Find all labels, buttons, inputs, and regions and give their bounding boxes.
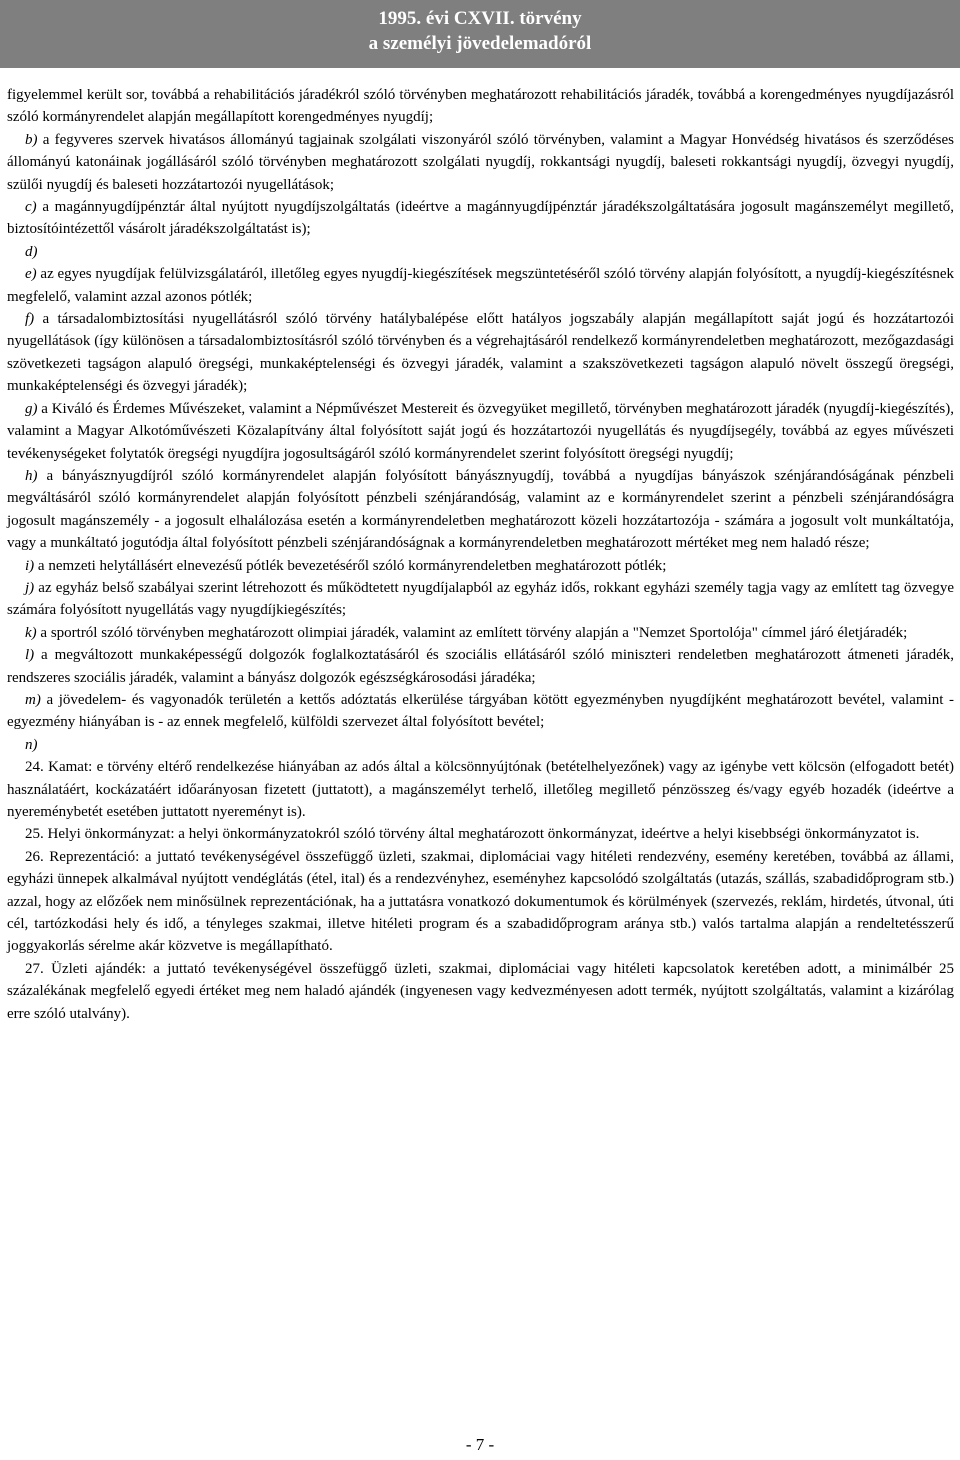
paragraph-text: 24. Kamat: e törvény eltérő rendelkezése hiányában az adós által a kölcsönnyújtónak (betételhelyezőnek) vagy az igénybe vett kölcsön (elfogadott betét) használatáért, kockázatáért időarányosan fizetett (juttatott), a magánszemélyt terhelő, illetőleg megillető pénzösszeg és/vagy egyéb hozadék (ideértve a nyereménybetét esetében juttatott nyereményt is). — [7, 759, 954, 820]
paragraph — [7, 555, 954, 577]
paragraph-text: 27. Üzleti ajándék: a juttató tevékenységével összefüggő üzleti, szakmai, diplomáciai vagy hitéleti kapcsolatok keretében adott, a minimálbér 25 százalékának megfelelő egyedi értéket meg nem haladó ajándék (ingyenesen vagy kedvezményesen adott termék, nyújtott szolgáltatás, valamint a kizárólag erre szóló utalvány). — [7, 960, 954, 1022]
paragraph-text: az egyes nyugdíjak felülvizsgálatáról, illetőleg egyes nyugdíj-kiegészítések megszüntetéséről szóló törvény alapján folyósított, a nyugdíj-kiegészítésnek megfelelő, valamint azzal azonos pótlék; — [7, 266, 954, 305]
paragraph-text: a sportról szóló törvényben meghatározott olimpiai járadék, valamint az említett törvény alapján a "Nemzet Sportolója" címmel járó életjáradék; — [36, 624, 908, 641]
paragraph — [7, 846, 954, 958]
paragraph — [7, 84, 954, 129]
paragraph-label: e) — [25, 266, 37, 283]
paragraph-label: k) — [25, 624, 37, 641]
paragraph-label: h) — [25, 467, 38, 484]
document-subtitle: a személyi jövedelemadóról — [368, 33, 592, 54]
paragraph — [7, 644, 954, 689]
paragraph — [7, 465, 954, 555]
document-header — [0, 0, 960, 68]
paragraph — [7, 823, 954, 845]
paragraph — [7, 958, 954, 1025]
paragraph-text: a jövedelem- és vagyonadók területén a kettős adóztatás elkerülése tárgyában kötött egyezményben nyugdíjként meghatározott bevétel, valamint - egyezmény hiányában is - az ennek megfelelő, külföldi szervezet által folyósított bevétel; — [7, 691, 954, 731]
paragraph — [7, 241, 954, 263]
paragraph-text: a társadalombiztosítási nyugellátásról szóló törvény hatálybalépése előtt hatályos jogszabály alapján megállapított saját jogú és hozzátartozói nyugellátások (így különösen a társadalombiztosításról szóló törvényben és a végrehajtásáról rendelkező kormányrendeletben meghatározott, mezőgazdasági szövetkezeti tagságon alapuló öregségi, munkaképtelenségi és özvegyi járadék, valamint a szakszövetkezeti tagságon alapuló növelt összegű öregségi, munkaképtelenségi és özvegyi járadék); — [7, 311, 954, 395]
paragraph-label: l) — [25, 647, 35, 664]
paragraph — [7, 308, 954, 398]
paragraph-label: j) — [25, 579, 35, 596]
paragraph-text: 25. Helyi önkormányzat: a helyi önkormányzatokról szóló törvény által meghatározott önkormányzat, ideértve a helyi kisebbségi önkormányzatot is. — [25, 826, 920, 843]
paragraph — [7, 263, 954, 308]
paragraph-label: c) — [25, 199, 37, 216]
paragraph — [7, 622, 954, 644]
paragraph-text: a megváltozott munkaképességű dolgozók foglalkoztatásáról és szociális ellátásáról szóló miniszteri rendeletben meghatározott átmeneti járadék, rendszeres szociális járadék, valamint a bányász dolgozók egészségkárosodási járadéka; — [7, 647, 954, 686]
paragraph-text: a Kiváló és Érdemes Művészeket, valamint a Népművészet Mestereit és özvegyüket megillető, törvényben meghatározott járadék (nyugdíj-kiegészítés), valamint a Magyar Alkotóművészeti Közalapítvány által folyósított saját jogú és hozzátartozói nyugellátás és nyugdíjsegély, továbbá az egyes művészeti tevékenységeket folytatók öregségi nyugdíjra jogosultságáról szóló kormányrendelet szerint folyósított öregségi nyugdíj; — [7, 400, 954, 462]
paragraph — [7, 129, 954, 196]
paragraph-text: a bányásznyugdíjról szóló kormányrendelet alapján folyósított bányásznyugdíj, továbbá a nyugdíjas bányászok szénjárandóságának pénzbeli megváltásáról szóló kormányrendelet alapján folyósított pénzbeli szénjárandóság, valamint az e kormányrendelet szerint a pénzbeli szénjárandóságra jogosult magánszemély - a jogosult elhalálozása esetén a kormányrendeletben meghatározott közeli hozzátartozója - számára a jogosult volt munkáltatója, vagy a munkáltató jogutódja által folyósított pénzbeli szénjárandóságnak a kormányrendeletben meghatározott mértéket meg nem haladó része; — [7, 467, 954, 552]
paragraph — [7, 756, 954, 823]
paragraph-text: a magánnyugdíjpénztár által nyújtott nyugdíjszolgáltatás (ideértve a magánnyugdíjpénztár járadékszolgáltatására jogosult magánszemélyt megillető, biztosítóintézettől vásárolt járadékszolgáltatást is); — [7, 199, 954, 238]
paragraph-text: 26. Reprezentáció: a juttató tevékenységével összefüggő üzleti, szakmai, diplomáciai vagy hitéleti rendezvény, esemény keretében, továbbá az állami, egyházi ünnepek alkalmával nyújtott vendéglátás (étel, ital) és a rendezvényhez, eseményhez kapcsolódó szolgáltatás (utazás, szállás, szabadidőprogram stb.) azzal, hogy az előzőek nem minősülnek reprezentációnak, ha a juttatásra vonatkozó dokumentumok és körülmények (szervezés, reklám, hirdetés, útvonal, úti cél, tartózkodási hely és idő, a tényleges szakmai, illetve hitéleti program és a szabadidőprogram aránya stb.) valós tartalma alapján a rendeltetésszerű joggyakorlás sérelme akár közvetve is megállapítható. — [7, 848, 954, 955]
paragraph-text: a fegyveres szervek hivatásos állományú tagjainak szolgálati viszonyáról szóló törvényben, valamint a Magyar Honvédség hivatásos és szerződéses állományú katonáinak jogállásáról szóló törvényben meghatározott szolgálati nyugdíj, rokkantsági nyugdíj, baleseti rokkantsági nyugdíj, özvegyi nyugdíj, szülői nyugdíj és baleseti hozzátartozói nyugellátások; — [7, 131, 954, 193]
paragraph-label: m) — [25, 691, 41, 708]
paragraph — [7, 398, 954, 465]
paragraph-label: g) — [25, 400, 38, 417]
paragraph-text: a nemzeti helytállásért elnevezésű pótlék bevezetéséről szóló kormányrendeletben meghatározott pótlék; — [34, 557, 667, 574]
paragraph-text: az egyház belső szabályai szerint létrehozott és működtetett nyugdíjalapból az egyház idős, rokkant egyházi személy tagja vagy az említett tag özvegye számára folyósított nyugellátás vagy nyugdíjkiegészítés; — [7, 579, 954, 619]
paragraph — [7, 734, 954, 756]
paragraph — [7, 577, 954, 622]
document-body — [7, 84, 954, 1025]
paragraph-label: d) — [25, 243, 38, 260]
paragraph — [7, 196, 954, 241]
document-title: 1995. évi CXVII. törvény — [378, 8, 582, 29]
paragraph-label: i) — [25, 557, 35, 574]
paragraph-label: f) — [25, 311, 35, 328]
paragraph-label: n) — [25, 736, 38, 753]
paragraph — [7, 689, 954, 734]
paragraph-label: b) — [25, 131, 38, 148]
page-number: - 7 - — [465, 1435, 495, 1454]
paragraph-text: figyelemmel került sor, továbbá a rehabilitációs járadékról szóló törvényben meghatározott rehabilitációs járadék, továbbá a korengedményes nyugdíjazásról szóló kormányrendelet alapján megállapított korengedményes nyugdíj; — [7, 87, 954, 126]
